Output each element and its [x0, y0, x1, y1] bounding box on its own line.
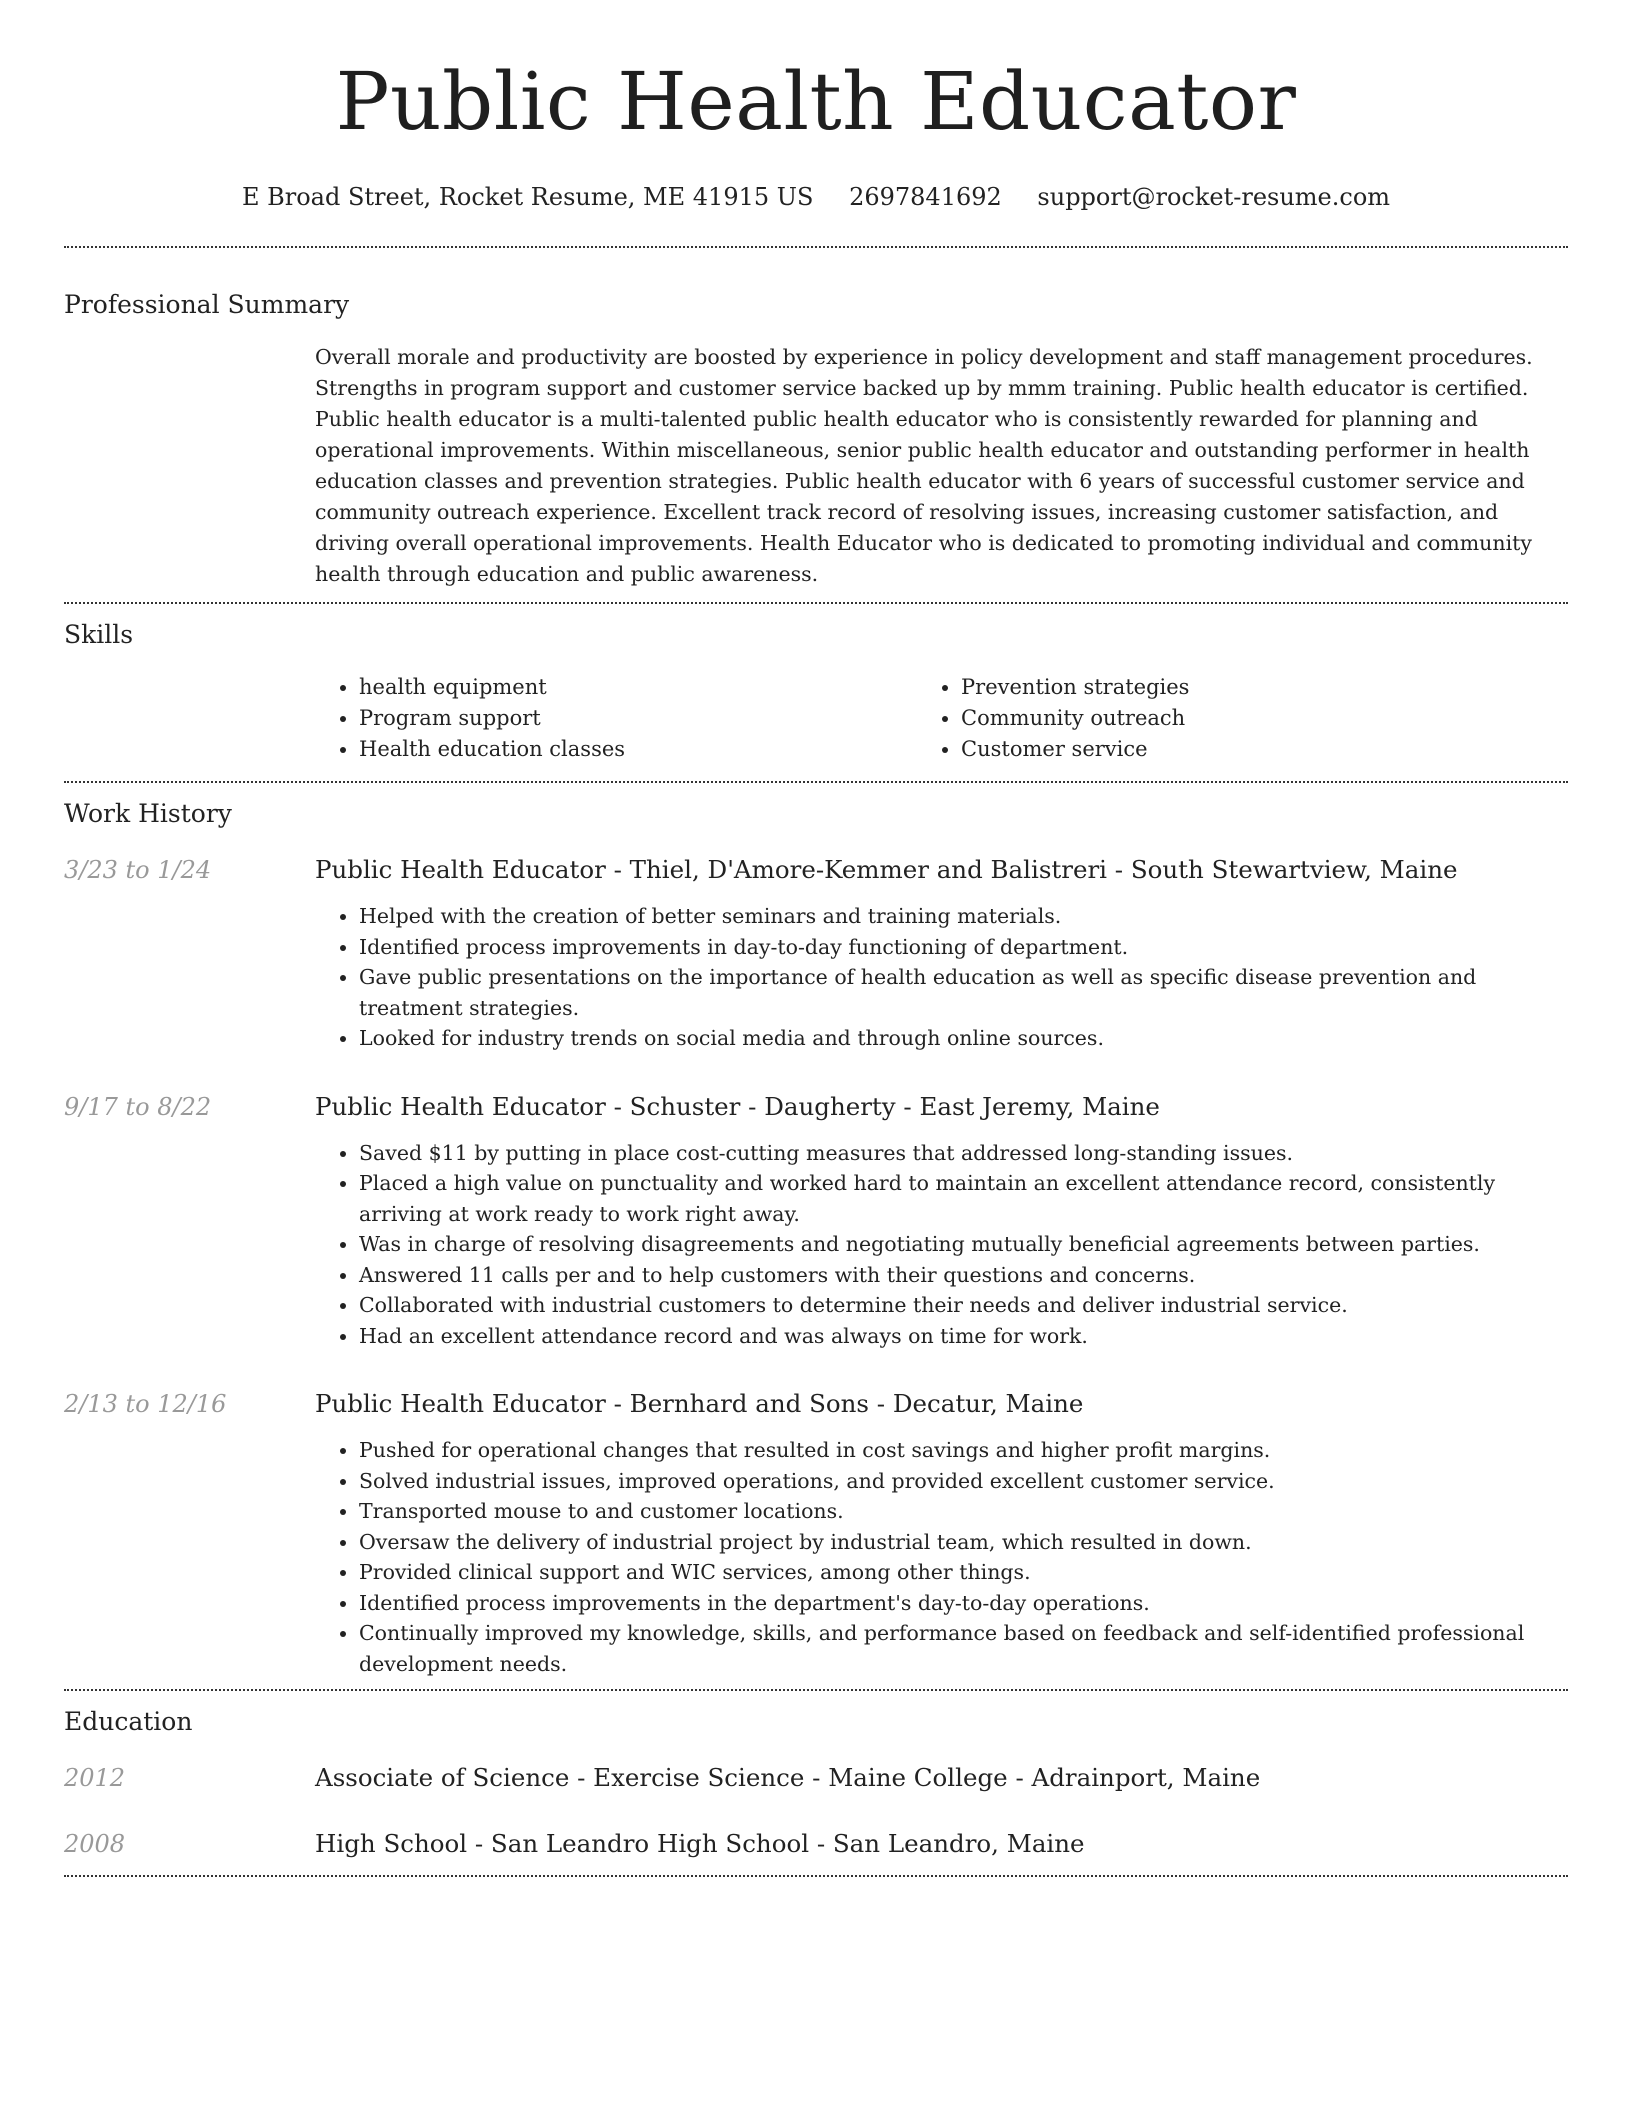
- job-heading: Public Health Educator - Schuster - Daugherty - East Jeremy, Maine: [315, 1091, 1160, 1121]
- job-bullet: • Placed a high value on punctuality and worked hard to maintain an excellent attendance record, consistently arriving at work ready to work right away.: [359, 1168, 1568, 1229]
- education-entry: [64, 1827, 1568, 1861]
- job-bullet: • Helped with the creation of better seminars and training materials.: [359, 901, 1568, 932]
- job-bullet: • Looked for industry trends on social media and through online sources.: [359, 1023, 1568, 1054]
- divider: [64, 1689, 1568, 1691]
- job-bullets: [315, 1435, 1568, 1679]
- skill-item: • Prevention strategies: [961, 672, 1568, 703]
- education-details: High School - San Leandro High School - San Leandro, Maine: [315, 1829, 1085, 1858]
- work-heading: Work History: [64, 799, 232, 828]
- education-heading: Education: [64, 1707, 193, 1736]
- skill-item: • health equipment: [359, 672, 917, 703]
- summary-text: Overall morale and productivity are boosted by experience in policy development and staff management procedures. Strengths in program support and customer service backed up by mmm training. Public health educator is certified. Public health educator is a multi-talented public health educator who is consistently rewarded for planning and operational improvements. Within miscellaneous, senior public health educator and outstanding performer in health education classes and prevention strategies. Public health educator with 6 years of successful customer service and community outreach experience. Excellent track record of resolving issues, increasing customer satisfaction, and driving overall operational improvements. Health Educator who is dedicated to promoting individual and community health through education and public awareness.: [315, 345, 1533, 586]
- job-bullet: • Pushed for operational changes that resulted in cost savings and higher profit margins.: [359, 1435, 1568, 1466]
- job-details: [315, 1387, 1568, 1679]
- job-bullet: • Solved industrial issues, improved operations, and provided excellent customer service.: [359, 1466, 1568, 1497]
- contact-line: [64, 180, 1568, 214]
- skill-item: • Program support: [359, 703, 917, 734]
- contact-email: support@rocket-resume.com: [1037, 183, 1391, 211]
- job-entry: [64, 1090, 1568, 1352]
- skill-item: • Customer service: [961, 734, 1568, 765]
- job-heading: Public Health Educator - Thiel, D'Amore-Kemmer and Balistreri - South Stewartview, Maine: [315, 855, 1458, 884]
- summary-heading: Professional Summary: [64, 290, 350, 319]
- job-bullets: [315, 901, 1568, 1054]
- job-dates: 2/13 to 12/16: [64, 1390, 227, 1418]
- job-entry: [64, 1387, 1568, 1679]
- resume-page: [64, 0, 1568, 1877]
- job-bullet: • Collaborated with industrial customers to determine their needs and deliver industrial service.: [359, 1290, 1568, 1321]
- job-bullet: • Was in charge of resolving disagreements and negotiating mutually beneficial agreements between parties.: [359, 1229, 1568, 1260]
- job-bullets: [315, 1138, 1568, 1352]
- contact-address: E Broad Street, Rocket Resume, ME 41915 US: [241, 183, 814, 211]
- job-bullet: • Continually improved my knowledge, skills, and performance based on feedback and self-identified professional development needs.: [359, 1618, 1568, 1679]
- job-bullet: • Transported mouse to and customer locations.: [359, 1496, 1568, 1527]
- divider: [64, 602, 1568, 604]
- skills-column-left: [315, 672, 917, 765]
- skills-heading: Skills: [64, 620, 134, 649]
- job-bullet: • Provided clinical support and WIC services, among other things.: [359, 1557, 1568, 1588]
- skill-item: • Community outreach: [961, 703, 1568, 734]
- job-dates: 3/23 to 1/24: [64, 856, 212, 884]
- job-bullet: • Identified process improvements in day-to-day functioning of department.: [359, 932, 1568, 963]
- job-heading: Public Health Educator - Bernhard and Sons - Decatur, Maine: [315, 1389, 1084, 1418]
- page-title: Public Health Educator: [335, 55, 1297, 148]
- job-bullet: • Answered 11 calls per and to help customers with their questions and concerns.: [359, 1260, 1568, 1291]
- divider: [64, 1875, 1568, 1877]
- job-bullet: • Gave public presentations on the importance of health education as well as specific disease prevention and treatment strategies.: [359, 962, 1568, 1023]
- job-dates: 9/17 to 8/22: [64, 1092, 212, 1121]
- job-details: [315, 1090, 1568, 1352]
- job-entry: [64, 853, 1568, 1054]
- skills-column-right: [917, 672, 1568, 765]
- skill-item: • Health education classes: [359, 734, 917, 765]
- job-bullet: • Saved $11 by putting in place cost-cutting measures that addressed long-standing issues.: [359, 1138, 1568, 1169]
- skills-list: [315, 672, 1568, 781]
- education-details: Associate of Science - Exercise Science - Maine College - Adrainport, Maine: [315, 1763, 1261, 1792]
- education-year: 2008: [64, 1830, 126, 1858]
- job-bullet: • Identified process improvements in the department's day-to-day operations.: [359, 1588, 1568, 1619]
- education-entry: [64, 1761, 1568, 1795]
- divider: [64, 246, 1568, 248]
- job-bullet: • Had an excellent attendance record and was always on time for work.: [359, 1321, 1568, 1352]
- education-year: 2012: [64, 1764, 126, 1792]
- divider: [64, 781, 1568, 783]
- job-bullet: • Oversaw the delivery of industrial project by industrial team, which resulted in down.: [359, 1527, 1568, 1558]
- education-list: [64, 1761, 1568, 1875]
- contact-phone: 2697841692: [849, 183, 1002, 211]
- job-details: [315, 853, 1568, 1054]
